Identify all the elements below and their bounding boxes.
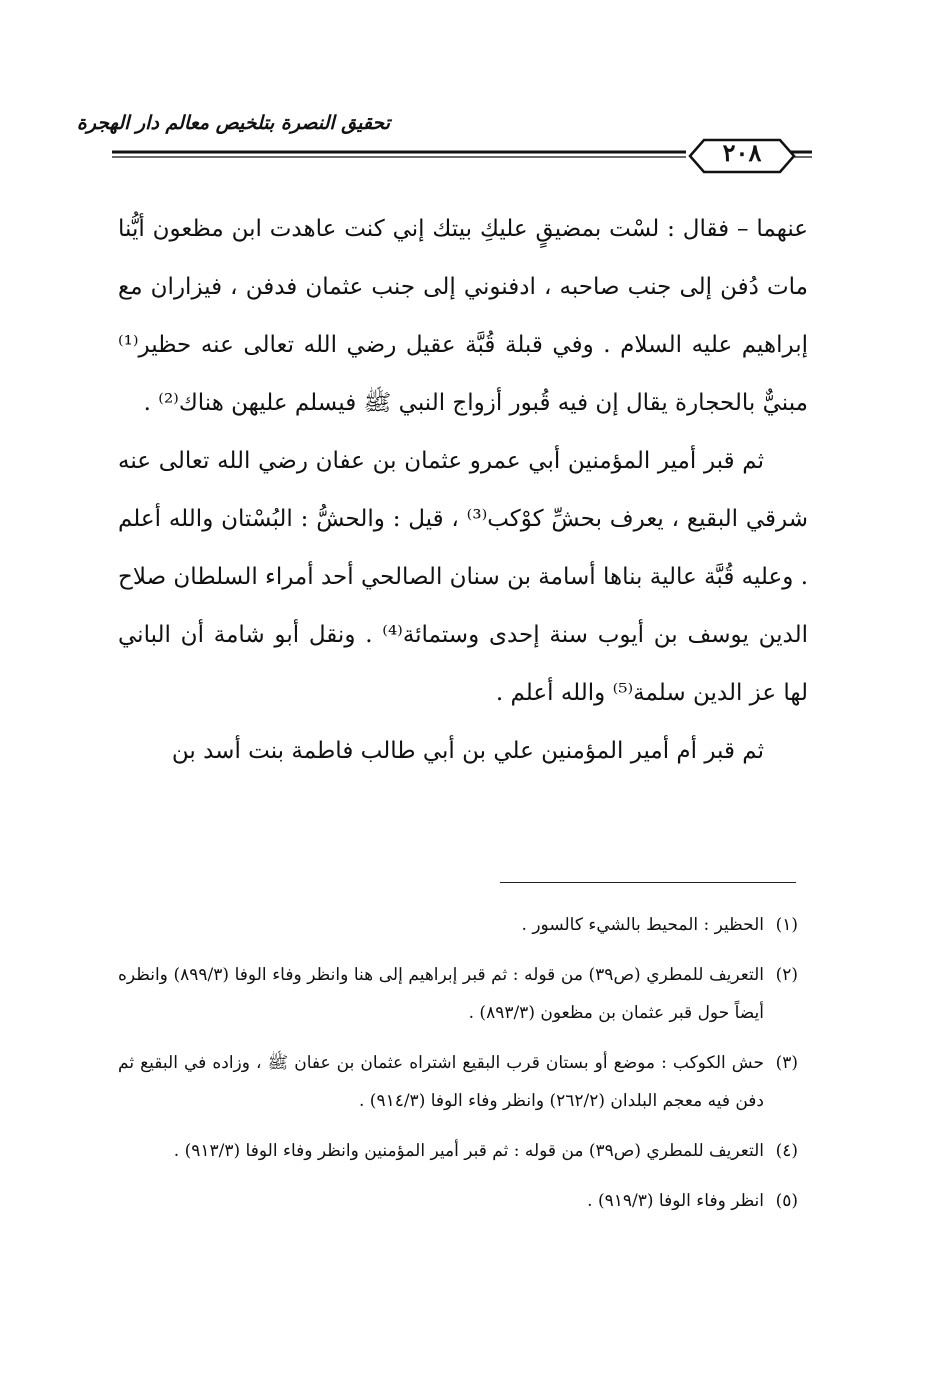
running-title: تحقيق النصرة بتلخيص معالم دار الهجرة bbox=[76, 112, 390, 134]
main-text bbox=[118, 200, 808, 780]
footnote-number: (٣) bbox=[775, 1053, 798, 1073]
paragraph: ثم قبر أمير المؤمنين أبي عمرو عثمان بن عفان رضي الله تعالى عنه شرقي البقيع ، يعرف بحشِّ كوْكب⁽³⁾ ، قيل : والحشُّ : البُسْتان والله أعلم . وعليه قُبَّة عالية بناها أسامة بن سنان الصالحي أحد أمراء السلطان صلاح الدين يوسف بن أيوب سنة إحدى وستمائة⁽⁴⁾ . ونقل أبو شامة أن الباني لها عز الدين سلمة⁽⁵⁾ والله أعلم . bbox=[118, 448, 808, 706]
footnote-separator bbox=[500, 882, 796, 883]
footnote-number: (٥) bbox=[775, 1191, 798, 1211]
footnote-number: (١) bbox=[775, 915, 798, 935]
footnote bbox=[118, 1044, 798, 1120]
footnote bbox=[118, 906, 798, 944]
footnote-text: التعريف للمطري (ص٣٩) من قوله : ثم قبر إبراهيم إلى هنا وانظر وفاء الوفا (٨٩٩/٣) وانظره أيضاً حول قبر عثمان بن مظعون (٨٩٣/٣) . bbox=[118, 965, 765, 1023]
footnote bbox=[118, 956, 798, 1032]
footnote bbox=[118, 1182, 798, 1220]
footnote bbox=[118, 1132, 798, 1170]
paragraph: ثم قبر أم أمير المؤمنين علي بن أبي طالب فاطمة بنت أسد بن bbox=[171, 738, 764, 764]
footnote-number: (٢) bbox=[775, 965, 798, 985]
footnote-text: الحظير : المحيط بالشيء كالسور . bbox=[521, 915, 764, 935]
page-number: ٢٠٨ bbox=[722, 138, 762, 167]
footnote-text: حش الكوكب : موضع أو بستان قرب البقيع اشتراه عثمان بن عفان ﷺ ، وزاده في البقيع ثم دفن فيه معجم البلدان (٢٦٢/٢) وانظر وفاء الوفا (٩١٤/٣) . bbox=[118, 1053, 764, 1111]
paragraph: عنهما – فقال : لسْت بمضيقٍ عليكِ بيتك إني كنت عاهدت ابن مظعون أيُّنا مات دُفن إلى جنب صاحبه ، ادفنوني إلى جنب عثمان فدفن ، فيزاران مع إبراهيم عليه السلام . وفي قبلة قُبَّة عقيل رضي الله تعالى عنه حظير⁽¹⁾ مبنيٌّ بالحجارة يقال إن فيه قُبور أزواج النبي ﷺ فيسلم عليهن هناك⁽²⁾ . bbox=[118, 216, 808, 416]
footnote-text: التعريف للمطري (ص٣٩) من قوله : ثم قبر أمير المؤمنين وانظر وفاء الوفا (٩١٣/٣) . bbox=[173, 1141, 764, 1161]
footnote-text: انظر وفاء الوفا (٩١٩/٣) . bbox=[587, 1191, 764, 1211]
footnotes bbox=[118, 906, 798, 1232]
footnote-number: (٤) bbox=[775, 1141, 798, 1161]
